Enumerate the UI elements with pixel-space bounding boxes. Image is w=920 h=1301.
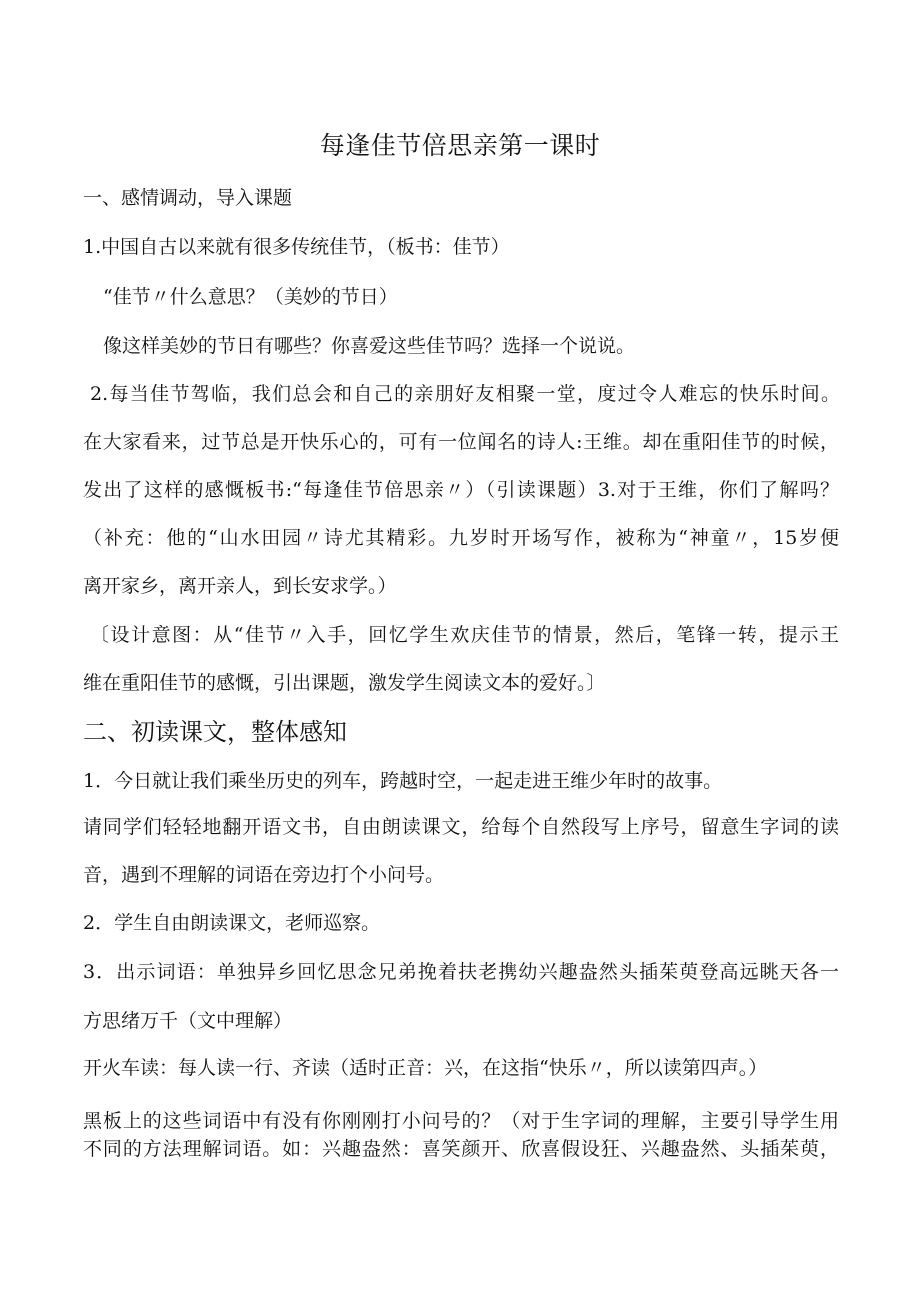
section-heading-2: 二、初读课文，整体感知 bbox=[83, 718, 347, 746]
paragraph-line: 音，遇到不理解的词语在旁边打个小问号。 bbox=[83, 864, 445, 886]
design-intent-line: 〔设计意图：从“佳节〃入手，回忆学生欢庆佳节的情景，然后，笔锋一转，提示王 bbox=[90, 624, 839, 646]
paragraph-line: 在大家看来，过节总是开快乐心的，可有一位闻名的诗人:王维。却在重阳佳节的时候， bbox=[83, 431, 839, 453]
paragraph-line: （补充：他的“山水田园〃诗尤其精彩。九岁时开场写作，被称为“神童〃，15岁便 bbox=[83, 527, 839, 549]
paragraph-line: 1.中国自古以来就有很多传统佳节，（板书：佳节） bbox=[83, 236, 510, 258]
paragraph-line: 2．学生自由朗读课文，老师巡察。 bbox=[83, 912, 381, 934]
paragraph-line: 黑板上的这些词语中有没有你刚刚打小问号的？（对于生字词的理解，主要引导学生用 bbox=[83, 1110, 839, 1132]
paragraph-line: 2.每当佳节驾临，我们总会和自己的亲朋好友相聚一堂，度过令人难忘的快乐时间。 bbox=[90, 383, 840, 405]
vocabulary-line: 3．出示词语：单独异乡回忆思念兄弟挽着扶老携幼兴趣盎然头插茱萸登高远眺天各一 bbox=[83, 961, 839, 983]
paragraph-line: 请同学们轻轻地翻开语文书，自由朗读课文，给每个自然段写上序号，留意生字词的读 bbox=[83, 816, 839, 838]
vocabulary-line: 方思绪万千（文中理解） bbox=[83, 1010, 293, 1032]
paragraph-line: 开火车读：每人读一行、齐读（适时正音：兴，在这指“快乐〃，所以读第四声。） bbox=[83, 1057, 768, 1079]
design-intent-line: 维在重阳佳节的感慨，引出课题，激发学生阅读文本的爱好。〕 bbox=[83, 672, 606, 694]
paragraph-line: “佳节〃什么意思？（美妙的节日） bbox=[103, 286, 398, 308]
paragraph-line: 离开家乡，离开亲人，到长安求学。） bbox=[83, 575, 397, 597]
section-heading-1: 一、感情调动，导入课题 bbox=[83, 187, 293, 209]
paragraph-line: 不同的方法理解词语。如：兴趣盎然：喜笑颜开、欣喜假设狂、兴趣盎然、头插茱萸， bbox=[83, 1138, 839, 1160]
paragraph-line: 像这样美妙的节日有哪些？你喜爱这些佳节吗？选择一个说说。 bbox=[103, 335, 636, 357]
paragraph-line: 发出了这样的感慨板书:“每逢佳节倍思亲〃）（引读课题）3.对于王维，你们了解吗？ bbox=[83, 479, 839, 501]
page-title: 每逢佳节倍思亲第一课时 bbox=[319, 131, 601, 160]
paragraph-line: 1．今日就让我们乘坐历史的列车，跨越时空，一起走进王维少年时的故事。 bbox=[83, 770, 723, 792]
